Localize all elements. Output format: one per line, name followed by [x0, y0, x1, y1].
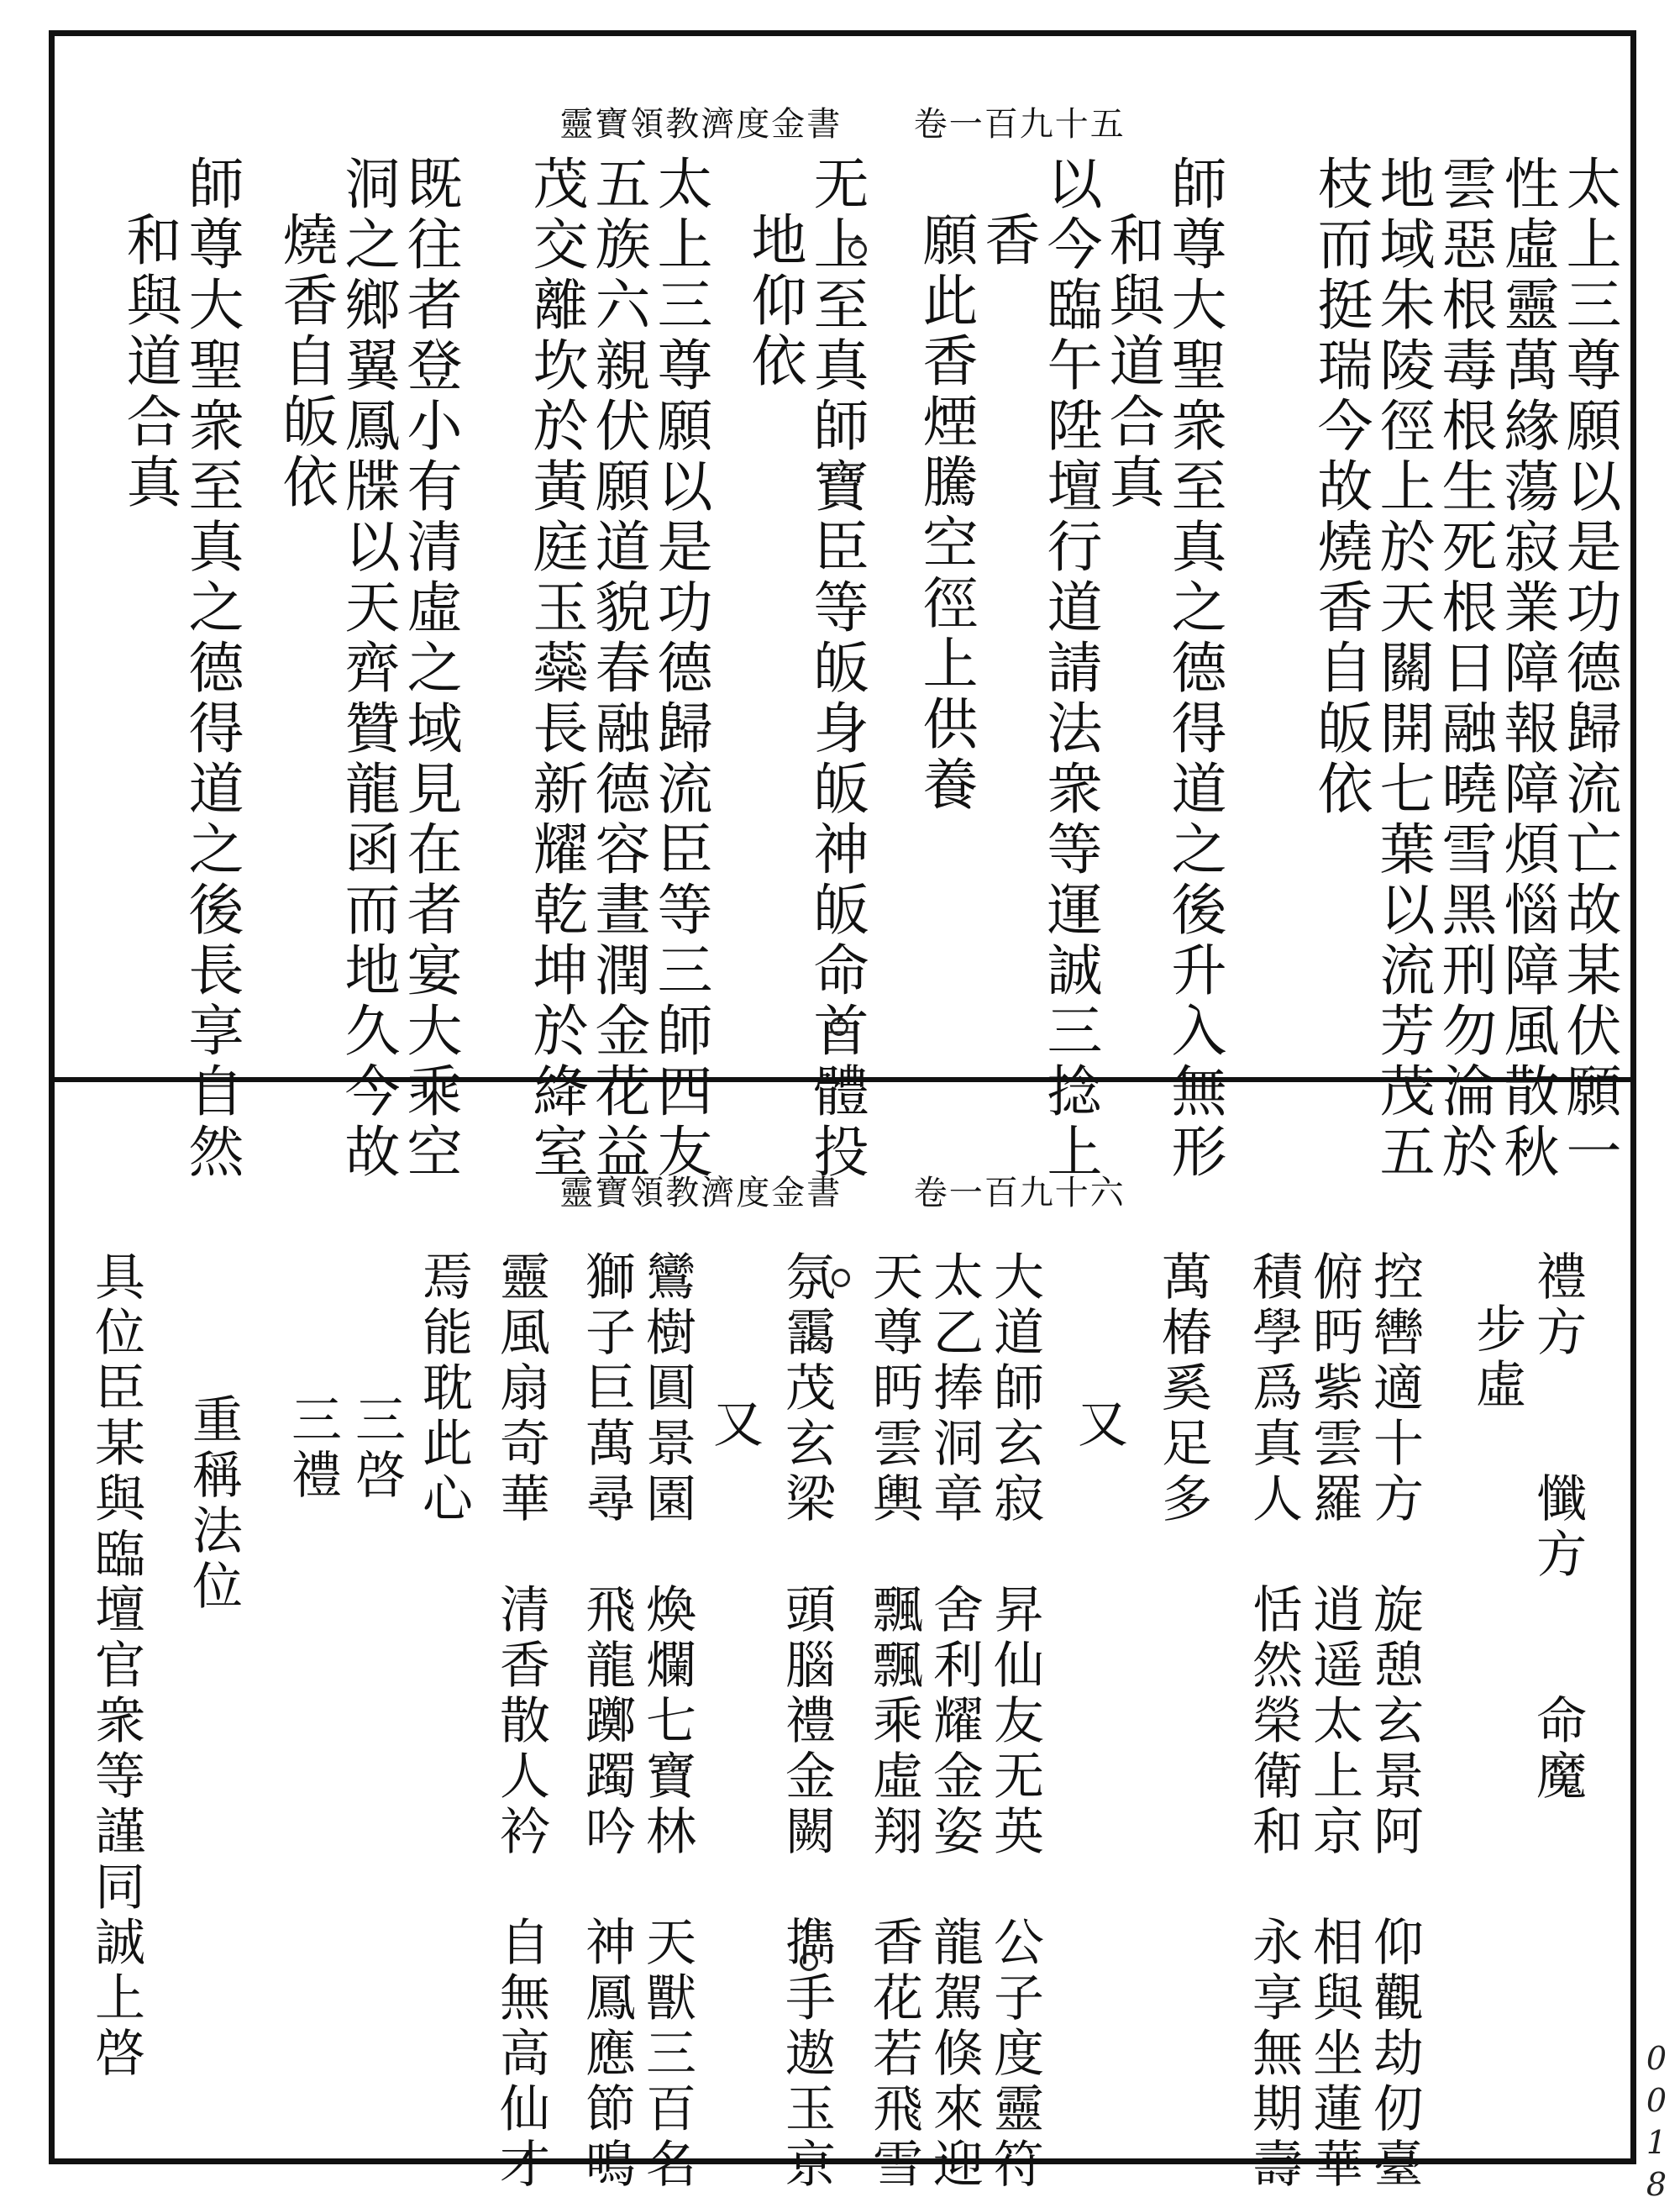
top-text-column-15: 茂交離坎於黃庭玉蘂長新耀乾坤於絳室 [523, 155, 588, 1183]
top-text-column-12: 地仰依 [742, 211, 806, 392]
top-half-page [49, 30, 1636, 1183]
bottom-text-column-11: 氛靄茂玄梁 頭腦禮金闕 擕手遨玉京 [777, 1250, 836, 2193]
bottom-text-column-6: 萬椿奚足多 [1153, 1250, 1212, 1527]
top-text-column-14: 五族六親伏願道貌春融德容晝潤金花益 [585, 155, 650, 1183]
top-book-title: 靈寶領教濟度金書 [559, 105, 843, 144]
page-number: 0018 [1638, 2040, 1675, 2208]
top-text-column-20: 和與道合真 [117, 211, 181, 513]
bottom-text-column-20: 具位臣某與臨壇官衆等謹同誠上啓 [87, 1250, 145, 2082]
bottom-text-column-18: 三禮 [283, 1393, 342, 1504]
circle-mark-icon [848, 240, 867, 259]
bottom-text-column-1: 禮方 懺方 命魔 [1528, 1250, 1587, 1805]
bottom-text-column-16: 焉能耽此心 [414, 1250, 473, 1527]
bottom-text-column-8: 大道師玄寂 昇仙友无英 公子度靈符 [985, 1250, 1044, 2193]
bottom-text-column-14: 獅子巨萬尋 飛龍躑躅吟 神鳳應節鳴 [577, 1250, 636, 2193]
circle-mark-icon [830, 1017, 848, 1036]
bottom-text-column-4: 俯眄紫雲羅 逍遥太上京 相與坐蓮華 [1305, 1250, 1363, 2193]
top-text-column-17: 洞之鄉翼鳳牒以天齊贊龍函而地久今故 [335, 155, 400, 1183]
top-text-column-13: 太上三尊願以是功德歸流臣等三師四友 [648, 155, 712, 1183]
bottom-text-column-17: 三啓 [347, 1393, 406, 1504]
top-text-column-16: 既往者登小有清虛之域見在者宴大乘空 [397, 155, 462, 1183]
bottom-text-column-15: 靈風扇奇華 清香散人衿 自無高仙才 [491, 1250, 550, 2193]
top-text-column-19: 師尊大聖衆至真之德得道之後長享自然 [179, 155, 244, 1183]
top-text-column-8: 以今臨午陞壇行道請法衆等運誠三捻上 [1037, 155, 1102, 1183]
top-text-column-2: 性虛靈萬緣蕩寂業障報障煩惱障風散秋 [1494, 155, 1559, 1183]
bottom-volume-label: 卷一百九十六 [913, 1174, 1126, 1212]
bottom-text-column-7: 又 [1069, 1397, 1128, 1453]
top-text-column-11: 无上至真師寶臣等皈身皈神皈命首體投 [804, 155, 869, 1183]
top-text-column-3: 雲惡根毒根生死根日融曉雪黑刑勿淪於 [1432, 155, 1497, 1183]
top-text-column-9: 香 [975, 211, 1040, 271]
circle-mark-icon [800, 1953, 818, 1971]
bottom-text-column-3: 控轡適十方 旋憩玄景阿 仰觀劫仞臺 [1365, 1250, 1424, 2193]
top-text-column-1: 太上三尊願以是功德歸流亡故某伏願一 [1557, 155, 1621, 1183]
bottom-half-page [49, 1082, 1636, 2193]
bottom-text-column-10: 天尊眄雲輿 飄飄乘虛翔 香花若飛雪 [864, 1250, 923, 2193]
bottom-text-column-2: 步虛 [1467, 1302, 1526, 1413]
bottom-text-column-13: 鸞樹圓景園 煥爛七寶林 天獸三百名 [638, 1250, 696, 2193]
top-volume-label: 卷一百九十五 [913, 105, 1126, 144]
top-text-column-10: 願此香煙騰空徑上供養 [913, 211, 978, 816]
top-text-column-6: 師尊大聖衆至真之德得道之後升入無形 [1162, 155, 1226, 1183]
top-text-column-4: 地域朱陵徑上於天關開七葉以流芳茂五 [1370, 155, 1435, 1183]
bottom-page-header [49, 1166, 1636, 1214]
top-text-column-7: 和與道合真 [1100, 211, 1164, 513]
top-text-column-5: 枝而挺瑞今故燒香自皈依 [1308, 155, 1373, 820]
bottom-text-column-9: 太乙捧洞章 舍利耀金姿 龍駕倏來迎 [925, 1250, 984, 2193]
bottom-text-column-5: 積學爲真人 恬然榮衛和 永享無期壽 [1244, 1250, 1303, 2193]
circle-mark-icon [832, 1269, 850, 1287]
top-text-column-18: 燒香自皈依 [273, 211, 338, 513]
bottom-text-column-12: 又 [705, 1397, 764, 1453]
bottom-text-column-19: 重稱法位 [184, 1393, 243, 1615]
top-page-header [49, 97, 1636, 145]
bottom-book-title: 靈寶領教濟度金書 [559, 1174, 843, 1212]
